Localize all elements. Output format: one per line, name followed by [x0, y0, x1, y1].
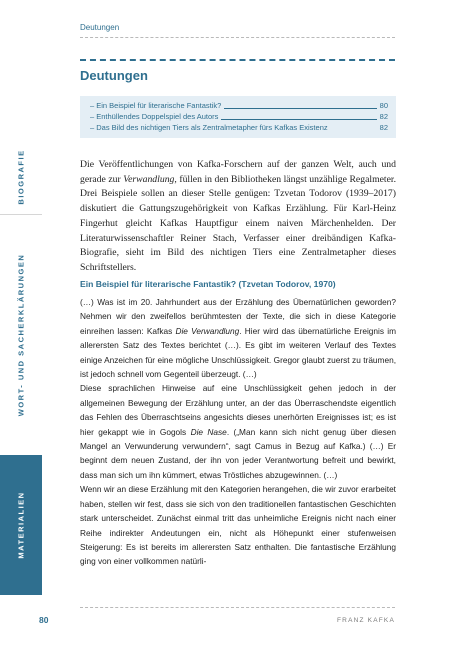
- toc-item-page: 82: [379, 112, 388, 121]
- toc-item-label: – Das Bild des nichtigen Tiers als Zentralmetapher fürs Kafkas Existenz: [90, 123, 328, 132]
- toc-leader: [221, 119, 376, 120]
- intro-text: , füllen in den Bibliotheken längst unzählige Regalmeter. Drei Beispiele sollen an dieser Stelle genügen: Tzvetan Todorov (1939–2017) diskutiert die Gattungszugehörigkeit von Kafkas Erzählung. Für Karl-Heinz Fingerhut gleicht Kafkas Hauptfigur einem naiven Märchenhelden. Der Literaturwissenschaftler Reiner Stach, Verfasser einer dreibändigen Kafka-Biografie, sieht im Bild des nichtigen Tiers eine Zentralmetapher dieses Schriftstellers.: [80, 173, 397, 273]
- header-divider: [80, 37, 395, 38]
- toc-item-page: 80: [379, 101, 388, 110]
- toc-item-label: – Enthüllendes Doppelspiel des Autors: [90, 112, 219, 121]
- body-text: . Hier wird das übernatürliche Ereignis im allerersten Satz des Textes berichtet (…). Es gibt im weiteren Verlauf des Textes einige Anzeichen für eine mögliche Unschlüssigkeit. Gregor glaubt zuerst zu träumen, ist jedoch schnell vom Gegenteil überzeugt. (…): [80, 325, 396, 380]
- sidebar: [0, 0, 42, 648]
- side-tab-label: BIOGRAFIE: [16, 149, 26, 205]
- toc-item-page: 82: [379, 123, 388, 132]
- side-tab-label: WORT- UND SACHERKLÄRUNGEN: [16, 253, 26, 417]
- toc-item-label: – Ein Beispiel für literarische Fantastik?: [90, 101, 222, 110]
- section-title: Deutungen: [80, 68, 148, 83]
- toc-item[interactable]: [90, 123, 388, 133]
- page-number: 80: [39, 615, 49, 625]
- body-text: . („Man kann sich nicht genug über diesen Mangel an Verwunderung verwundern“, sagt Camus in Bezug auf Kafka.) (…) Er beginnt dem neuen Zustand, der ihn von jeder Verantwortung befreit und bewirkt, dass man sich um ihn kümmert, etwas Tröstliches abzugewinnen. (…): [80, 426, 396, 480]
- body-emphasis: Die Verwandlung: [175, 325, 240, 336]
- footer-divider: [80, 607, 395, 608]
- toc-item[interactable]: [90, 112, 388, 122]
- body-paragraph: [80, 295, 396, 381]
- body-text: Diese sprachlichen Hinweise auf eine Unschlüssigkeit gehen jedoch in der allgemeinen Bewegung der Erzählung unter, an der das Überraschendste eigentlich das Fehlen des Überraschtseins angesichts dieses unerhörten Ereignisses ist; es ist hier gekappt wie in Gogols: [80, 383, 396, 437]
- body-emphasis: Die Nase: [190, 426, 227, 437]
- toc-leader: [224, 108, 376, 109]
- footer-book-title: FRANZ KAFKA: [337, 617, 395, 624]
- subsection-heading: Ein Beispiel für literarische Fantastik? (Tzvetan Todorov, 1970): [80, 279, 336, 289]
- quote-body: [80, 295, 396, 569]
- side-tab-materialien[interactable]: [0, 455, 42, 595]
- intro-text: Die Veröffentlichungen von Kafka-Forschern auf der ganzen Welt, auch und gerade zur: [80, 159, 396, 185]
- body-paragraph: [80, 381, 396, 482]
- intro-emphasis: Verwandlung: [123, 173, 175, 185]
- side-tab-wort-und-sacherklaerungen[interactable]: [0, 214, 42, 456]
- toc-item[interactable]: [90, 101, 388, 111]
- body-paragraph: Wenn wir an diese Erzählung mit den Kategorien herangehen, die wir zuvor erarbeitet haben, stellen wir fest, dass sie sich von den traditionellen fantastischen Geschichten stark unterscheidet. Zunächst einmal tritt das unheimliche Ereignis nicht nach einer Reihe indirekter Andeutungen ein, nicht als Höhepunkt einer stufenweisen Steigerung: Es ist bereits im allerersten Satz enthalten. Die fantastische Erzählung ging von einer vollkommen natürli-: [80, 484, 396, 567]
- section-divider: [80, 59, 395, 61]
- intro-paragraph: [80, 158, 396, 276]
- running-header: Deutungen: [80, 23, 120, 32]
- side-tab-biografie[interactable]: [0, 140, 42, 214]
- table-of-contents: [80, 96, 396, 138]
- side-tab-label: MATERIALIEN: [16, 491, 26, 559]
- body-text: (…) Was ist im 20. Jahrhundert aus der Erzählung des Übernatürlichen geworden? Nehmen wir den zweifellos berühmtesten der Texte, die sich in diese Kategorie einreihen lassen: Kafkas: [80, 297, 396, 336]
